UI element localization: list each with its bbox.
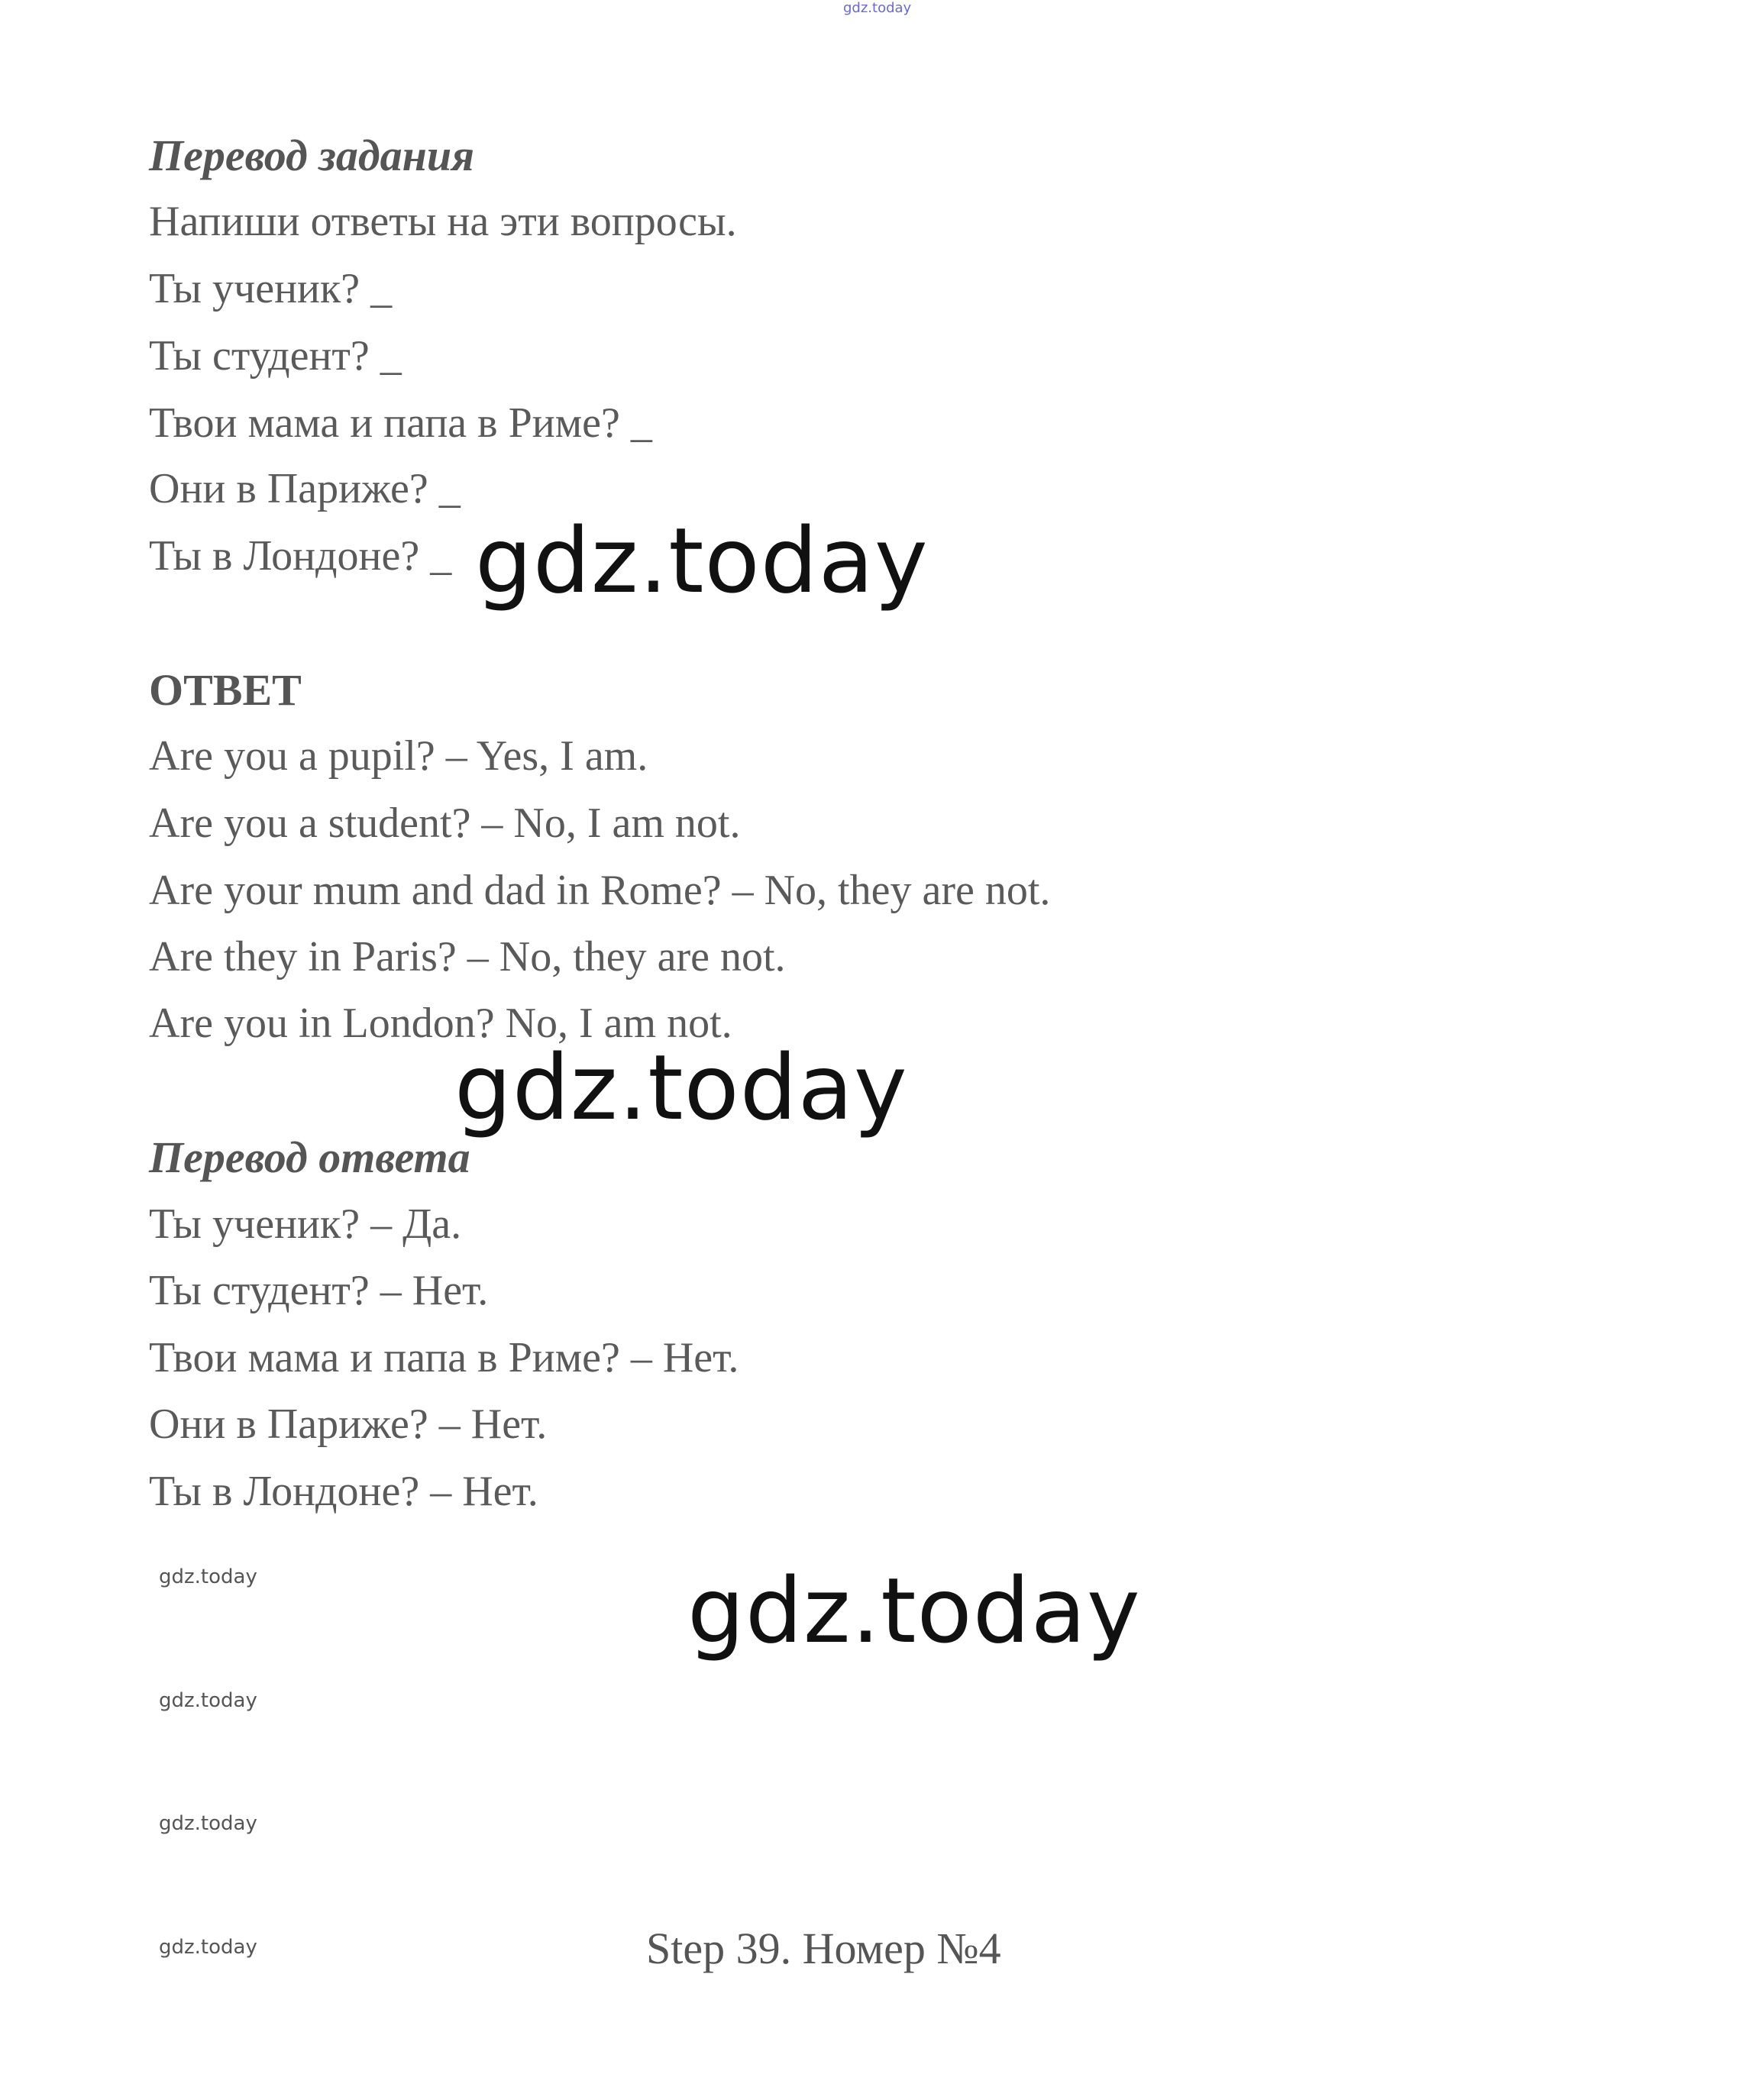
task-line: Напиши ответы на эти вопросы. — [149, 198, 737, 245]
watermark-big: gdz.today — [475, 508, 929, 613]
task-line: Ты ученик? _ — [149, 265, 393, 312]
translation-line: Твои мама и папа в Риме? – Нет. — [149, 1334, 739, 1381]
watermark-small: gdz.today — [159, 1565, 257, 1588]
watermark-small: gdz.today — [159, 1689, 257, 1712]
translation-title: Перевод ответа — [149, 1132, 470, 1182]
answer-line: Are they in Paris? – No, they are not. — [149, 933, 786, 981]
watermark-small: gdz.today — [159, 1936, 257, 1959]
translation-line: Они в Париже? – Нет. — [149, 1401, 548, 1448]
task-line: Твои мама и папа в Риме? _ — [149, 399, 652, 447]
watermark-big: gdz.today — [687, 1558, 1141, 1663]
answer-title: ОТВЕТ — [149, 665, 302, 715]
task-line: Ты в Лондоне? _ — [149, 532, 452, 580]
watermark-top: gdz.today — [843, 0, 912, 16]
answer-line: Are you a student? – No, I am not. — [149, 800, 741, 847]
watermark-big: gdz.today — [454, 1035, 908, 1140]
translation-line: Ты в Лондоне? – Нет. — [149, 1468, 538, 1515]
page-footer: Step 39. Номер №4 — [646, 1924, 1001, 1973]
answer-line: Are you a pupil? – Yes, I am. — [149, 732, 648, 780]
task-line: Они в Париже? _ — [149, 465, 461, 512]
translation-line: Ты студент? – Нет. — [149, 1267, 489, 1314]
task-line: Ты студент? _ — [149, 332, 402, 380]
translation-line: Ты ученик? – Да. — [149, 1200, 462, 1248]
answer-line: Are you in London? No, I am not. — [149, 1000, 732, 1047]
task-title: Перевод задания — [149, 131, 474, 180]
watermark-small: gdz.today — [159, 1812, 257, 1835]
answer-line: Are your mum and dad in Rome? – No, they are not. — [149, 867, 1051, 914]
